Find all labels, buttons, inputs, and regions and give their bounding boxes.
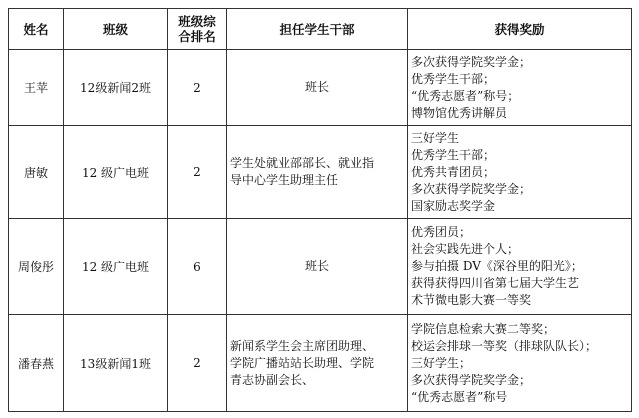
award-line: 优秀学生干部； [411, 71, 496, 86]
cell-class: 12级新闻2班 [64, 50, 168, 126]
position-line: 学生处就业部部长、就业指 [230, 156, 375, 170]
award-line: “优秀志愿者”称号 [411, 389, 508, 404]
cell-class: 13级新闻1班 [64, 315, 168, 412]
header-row [9, 9, 632, 50]
cell-rank: 2 [168, 50, 227, 126]
award-line: 参与拍摄 DV《深谷里的阳光》； [411, 259, 583, 273]
cell-name: 周俊彤 [9, 219, 64, 315]
position-line: 新闻系学生会主席团助理、 [230, 338, 375, 353]
cell-position [227, 50, 408, 126]
cell-rank: 2 [168, 315, 227, 412]
cell-class: 12 级广电班 [64, 126, 168, 219]
cell-awards [408, 126, 632, 219]
award-line: 多次获得学院奖学金； [411, 372, 532, 387]
table-row [9, 315, 632, 412]
cell-awards [408, 50, 632, 126]
award-line: 获得获得四川省第七届大学生艺 [411, 276, 580, 290]
header-rank [168, 9, 227, 50]
table-row [9, 50, 632, 126]
award-line: 社会实践先进个人； [411, 242, 520, 256]
award-line: “优秀志愿者”称号； [411, 88, 520, 103]
award-line: 多次获得学院奖学金； [411, 54, 532, 69]
award-line: 三好学生； [411, 355, 472, 370]
student-awards-table [8, 8, 632, 412]
position-line: 青志协副会长、 [230, 372, 315, 387]
cell-name: 唐敏 [9, 126, 64, 219]
cell-position [227, 126, 408, 219]
cell-name: 潘春燕 [9, 315, 64, 412]
award-line: 优秀共青团员； [411, 164, 496, 179]
award-line: 多次获得学院奖学金； [411, 181, 532, 196]
position-line: 班长 [304, 80, 329, 94]
cell-rank: 2 [168, 126, 227, 219]
header-position: 担任学生干部 [227, 9, 408, 50]
award-line: 术节微电影大赛一等奖 [411, 293, 532, 307]
cell-position [227, 315, 408, 412]
header-awards: 获得奖励 [408, 9, 632, 50]
table-row [9, 219, 632, 315]
header-rank-line1: 班级综 [178, 14, 216, 29]
award-line: 三好学生 [411, 130, 460, 145]
position-line: 班长 [304, 259, 329, 273]
header-rank-line2: 合排名 [178, 29, 216, 44]
table-row [9, 126, 632, 219]
award-line: 国家励志奖学金 [411, 198, 496, 213]
cell-position [227, 219, 408, 315]
awards-table-container [8, 8, 632, 412]
award-line: 学院信息检索大赛二等奖； [411, 321, 556, 336]
award-line: 优秀学生干部； [411, 147, 496, 162]
award-line: 优秀团员； [411, 225, 472, 239]
header-class: 班级 [64, 9, 168, 50]
award-line: 博物馆优秀讲解员 [411, 105, 508, 120]
cell-class: 12 级广电班 [64, 219, 168, 315]
cell-awards [408, 315, 632, 412]
cell-name: 王苹 [9, 50, 64, 126]
cell-awards [408, 219, 632, 315]
cell-rank: 6 [168, 219, 227, 315]
position-line: 学院广播站站长助理、学院 [230, 355, 375, 370]
award-line: 校运会排球一等奖（排球队队长）； [411, 338, 598, 353]
header-name: 姓名 [9, 9, 64, 50]
position-line: 导中心学生助理主任 [230, 173, 339, 187]
